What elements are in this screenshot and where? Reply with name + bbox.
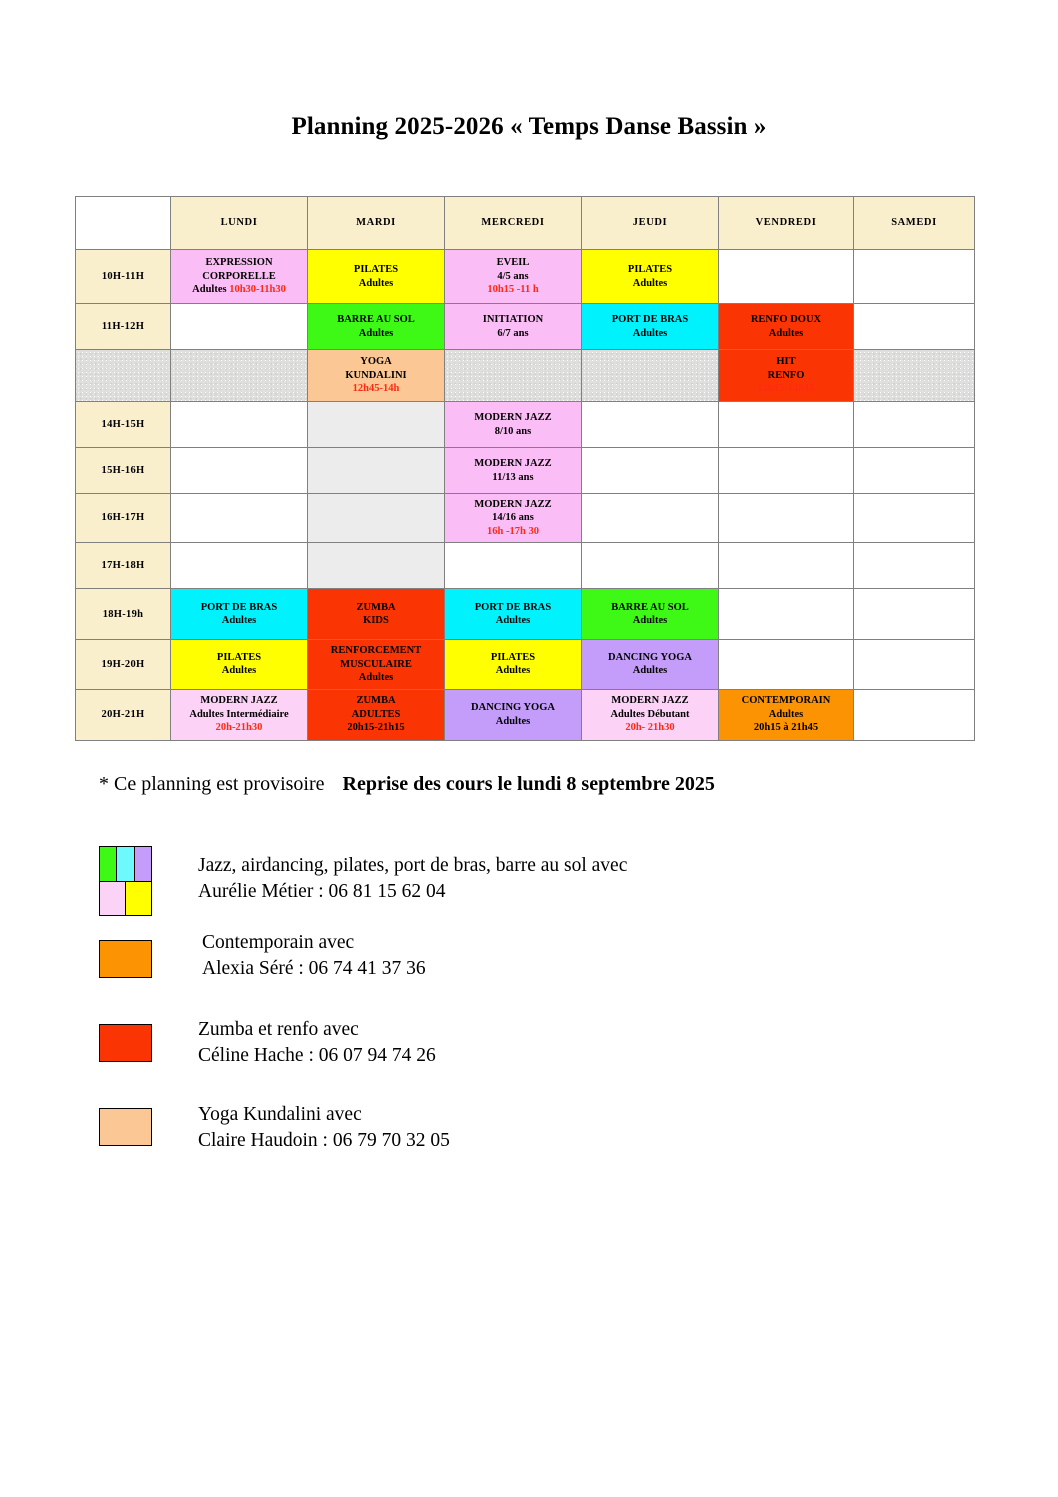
empty-cell: [582, 494, 719, 543]
legend-discipline-list: Contemporain avec: [202, 932, 355, 953]
class-name-line1: DANCING YOGA: [471, 702, 555, 714]
class-name-line2: Adultes: [495, 715, 531, 727]
legend-color-swatch-multi: [99, 846, 152, 916]
class-cell-content: [445, 453, 581, 488]
legend-swatch-chip: [117, 847, 134, 881]
class-cell[interactable]: [719, 350, 854, 402]
class-cell-content: [171, 252, 307, 300]
class-cell-content: [308, 690, 444, 738]
class-cell-content: [719, 351, 853, 399]
legend-instructor-contact: Aurélie Métier : 06 81 15 62 04: [198, 880, 446, 902]
class-cell[interactable]: [308, 689, 445, 740]
empty-cell: [445, 350, 582, 402]
class-audience-label: Adultes: [358, 672, 394, 684]
class-cell[interactable]: [308, 304, 445, 350]
empty-cell: [582, 448, 719, 494]
class-name-line2: 4/5 ans: [497, 270, 529, 282]
class-name-line1: EVEIL: [496, 257, 530, 269]
legend-entry-text: [198, 1102, 450, 1153]
header-day-samedi: SAMEDI: [854, 197, 975, 250]
class-name-line1: DANCING YOGA: [608, 652, 692, 664]
class-name-line1: RENFO DOUX: [750, 314, 822, 326]
page-title: Planning 2025-2026 « Temps Danse Bassin »: [291, 113, 767, 140]
class-name-line2: Adultes: [632, 665, 668, 677]
table-row: [76, 250, 975, 304]
class-name-line2: Adultes: [632, 327, 668, 339]
class-name-line2: Adultes: [221, 665, 257, 677]
table-row: [76, 689, 975, 740]
class-cell[interactable]: [445, 689, 582, 740]
class-cell[interactable]: [308, 350, 445, 402]
class-name-line2: KUNDALINI: [345, 369, 407, 381]
empty-cell: [171, 304, 308, 350]
header-day-vendredi: VENDREDI: [719, 197, 854, 250]
class-detail-line: [174, 721, 304, 734]
empty-cell: [582, 350, 719, 402]
class-time-range: 20h-21h30: [215, 722, 263, 734]
class-name-line1: PORT DE BRAS: [474, 601, 552, 613]
class-cell-content: [171, 597, 307, 632]
class-name-line2: Adultes: [221, 615, 257, 627]
table-row: [76, 350, 975, 402]
table-row: [76, 402, 975, 448]
empty-cell: [854, 589, 975, 640]
class-cell-content: [445, 252, 581, 300]
class-audience-label: Adultes: [192, 284, 227, 296]
class-detail-line: [722, 382, 850, 395]
table-row: [76, 640, 975, 689]
time-slot-label: 14H-15H: [76, 402, 171, 448]
notice-restart-date: Reprise des cours le lundi 8 septembre 2025: [342, 773, 715, 795]
class-name-line1: ZUMBA: [356, 695, 396, 707]
class-name-line2: RENFO: [767, 369, 805, 381]
planning-table: [75, 196, 975, 741]
legend-color-swatch: [99, 940, 152, 978]
empty-cell: [308, 448, 445, 494]
table-row: [76, 543, 975, 589]
class-name-line1: MODERN JAZZ: [474, 412, 552, 424]
empty-cell: [171, 350, 308, 402]
class-cell-content: [445, 309, 581, 344]
header-day-mercredi: MERCREDI: [445, 197, 582, 250]
class-name-line2: Adultes: [768, 327, 804, 339]
time-slot-label: [76, 350, 171, 402]
class-cell-content: [582, 259, 718, 294]
class-name-line2: 11/13 ans: [492, 471, 534, 483]
table-body: [76, 250, 975, 741]
class-time-range: 16h -17h 30: [487, 525, 539, 537]
class-name-line2: Adultes: [632, 615, 668, 627]
time-slot-label: 20H-21H: [76, 689, 171, 740]
class-cell-content: [582, 597, 718, 632]
legend-instructor-contact: Claire Haudoin : 06 79 70 32 05: [198, 1129, 450, 1151]
class-name-line1: PILATES: [353, 264, 399, 276]
class-cell-content: [582, 309, 718, 344]
class-time-range: 12h15-13h15: [757, 383, 815, 395]
class-cell[interactable]: [445, 589, 582, 640]
class-cell[interactable]: [445, 494, 582, 543]
header-day-mardi: MARDI: [308, 197, 445, 250]
class-name-line2: ADULTES: [351, 708, 401, 720]
class-cell-content: [445, 494, 581, 542]
class-cell[interactable]: [719, 304, 854, 350]
class-name-line1: MODERN JAZZ: [474, 458, 552, 470]
empty-cell: [445, 543, 582, 589]
notice-provisional: * Ce planning est provisoire: [99, 773, 325, 795]
class-audience-label: 20h15-21h15: [347, 722, 405, 734]
class-time-range: 10h30-11h30: [229, 284, 286, 296]
table-row: [76, 589, 975, 640]
empty-cell: [308, 402, 445, 448]
empty-cell: [171, 494, 308, 543]
table-row: [76, 304, 975, 350]
empty-cell: [171, 543, 308, 589]
class-cell[interactable]: [171, 589, 308, 640]
class-cell-content: [582, 690, 718, 738]
table-row: [76, 448, 975, 494]
class-cell-content: [719, 690, 853, 738]
class-name-line1: RENFORCEMENT: [330, 645, 422, 657]
class-name-line1: PILATES: [627, 264, 673, 276]
legend-swatch-row-bottom: [100, 882, 151, 916]
class-name-line2: Adultes: [768, 708, 804, 720]
class-cell[interactable]: [582, 640, 719, 689]
legend-discipline-list: Jazz, airdancing, pilates, port de bras, barre au sol avec: [198, 855, 628, 876]
empty-cell: [308, 494, 445, 543]
class-time-range: 20h- 21h30: [625, 722, 675, 734]
legend-swatch-chip: [100, 847, 117, 881]
class-cell[interactable]: [445, 250, 582, 304]
class-cell[interactable]: [582, 304, 719, 350]
class-cell-content: [445, 697, 581, 732]
class-cell[interactable]: [171, 250, 308, 304]
class-name-line1: BARRE AU SOL: [611, 601, 689, 613]
class-name-line1: MODERN JAZZ: [200, 695, 278, 707]
legend-swatch-chip: [135, 847, 151, 881]
class-name-line1: MODERN JAZZ: [474, 499, 552, 510]
class-cell[interactable]: [445, 402, 582, 448]
table-header: [76, 197, 975, 250]
class-audience-label: 20h15 à 21h45: [753, 722, 819, 734]
class-cell[interactable]: [719, 689, 854, 740]
header-day-lundi: LUNDI: [171, 197, 308, 250]
legend-color-swatch: [99, 1024, 152, 1062]
empty-cell: [854, 402, 975, 448]
class-cell-content: [308, 309, 444, 344]
class-detail-line: [311, 721, 441, 734]
class-detail-line: [311, 671, 441, 684]
planning-table-container: [75, 196, 972, 741]
empty-cell: [719, 448, 854, 494]
class-detail-line: [174, 283, 304, 296]
class-name-line2: Adultes: [358, 327, 394, 339]
class-cell[interactable]: [445, 640, 582, 689]
legend-swatch-row-top: [100, 847, 151, 882]
class-name-line1: ZUMBA: [356, 601, 396, 613]
class-name-line2: 6/7 ans: [497, 327, 529, 339]
class-detail-line: [722, 721, 850, 734]
header-day-jeudi: JEUDI: [582, 197, 719, 250]
empty-cell: [719, 494, 854, 543]
class-name-line1: BARRE AU SOL: [337, 314, 415, 326]
time-slot-label: 15H-16H: [76, 448, 171, 494]
class-name-line1: HIT: [776, 356, 796, 368]
empty-cell: [854, 304, 975, 350]
class-time-range: 10h15 -11 h: [487, 284, 539, 296]
class-name-line2: Adultes: [358, 277, 394, 289]
class-name-line2: Adultes: [632, 277, 668, 289]
notice-line: [99, 773, 715, 796]
empty-cell: [719, 402, 854, 448]
empty-cell: [308, 543, 445, 589]
class-cell[interactable]: [445, 304, 582, 350]
table-row: [76, 494, 975, 543]
class-cell[interactable]: [445, 448, 582, 494]
class-name-line1: PILATES: [490, 652, 536, 664]
legend-entry-text: [202, 930, 426, 981]
class-detail-line: [585, 721, 715, 734]
class-cell-content: [308, 597, 444, 632]
class-cell-content: [308, 259, 444, 294]
time-slot-label: 19H-20H: [76, 640, 171, 689]
class-name-line2: Adultes: [495, 615, 531, 627]
header-row: [76, 197, 975, 250]
class-name-line1: PORT DE BRAS: [200, 601, 278, 613]
time-slot-label: 10H-11H: [76, 250, 171, 304]
class-cell-content: [445, 647, 581, 682]
time-slot-label: 17H-18H: [76, 543, 171, 589]
class-name-line2: 14/16 ans: [492, 512, 534, 524]
empty-cell: [854, 250, 975, 304]
empty-cell: [854, 543, 975, 589]
class-name-line2: CORPORELLE: [202, 270, 276, 282]
empty-cell: [719, 543, 854, 589]
class-cell-content: [308, 640, 444, 688]
legend-discipline-list: Yoga Kundalini avec: [198, 1104, 362, 1125]
legend-discipline-list: Zumba et renfo avec: [198, 1019, 359, 1040]
empty-cell: [719, 250, 854, 304]
empty-cell: [854, 448, 975, 494]
empty-cell: [171, 448, 308, 494]
time-slot-label: 11H-12H: [76, 304, 171, 350]
class-detail-line: [448, 283, 578, 296]
legend-entry-text: [198, 853, 627, 904]
empty-cell: [854, 689, 975, 740]
class-cell[interactable]: [308, 589, 445, 640]
class-cell-content: [582, 647, 718, 682]
class-time-range: 12h45-14h: [352, 383, 400, 395]
class-cell-content: [445, 407, 581, 442]
legend-entry-text: [198, 1017, 436, 1068]
class-name-line2: Adultes: [495, 665, 531, 677]
legend-instructor-contact: Alexia Séré : 06 74 41 37 36: [202, 957, 426, 979]
class-name-line1: PILATES: [216, 652, 262, 664]
class-name-line2: 8/10 ans: [494, 425, 532, 437]
class-name-line1: EXPRESSION: [205, 257, 273, 269]
class-name-line2: Adultes Intermédiaire: [189, 708, 289, 720]
class-name-line1: INITIATION: [482, 314, 544, 326]
class-cell-content: [171, 647, 307, 682]
class-name-line2: Adultes Débutant: [610, 708, 690, 720]
time-slot-label: 16H-17H: [76, 494, 171, 543]
class-cell[interactable]: [171, 689, 308, 740]
class-cell[interactable]: [308, 250, 445, 304]
empty-cell: [582, 543, 719, 589]
class-cell-content: [445, 597, 581, 632]
time-slot-label: 18H-19h: [76, 589, 171, 640]
class-cell-content: [719, 309, 853, 344]
empty-cell: [854, 494, 975, 543]
class-cell[interactable]: [582, 589, 719, 640]
class-cell-content: [308, 351, 444, 399]
empty-cell: [854, 350, 975, 402]
class-cell[interactable]: [582, 689, 719, 740]
class-name-line2: KIDS: [363, 615, 389, 627]
empty-cell: [719, 640, 854, 689]
class-cell-content: [171, 690, 307, 738]
legend-swatch-chip: [100, 882, 126, 916]
empty-cell: [854, 640, 975, 689]
class-cell[interactable]: [582, 250, 719, 304]
class-detail-line: [448, 525, 578, 538]
empty-cell: [171, 402, 308, 448]
class-name-line1: YOGA: [360, 356, 392, 368]
class-name-line2: MUSCULAIRE: [340, 658, 412, 670]
class-name-line1: CONTEMPORAIN: [741, 695, 831, 707]
empty-cell: [719, 589, 854, 640]
empty-cell: [582, 402, 719, 448]
legend-swatch-chip: [126, 882, 151, 916]
class-cell[interactable]: [308, 640, 445, 689]
header-corner-cell: [76, 197, 171, 250]
class-name-line1: MODERN JAZZ: [611, 695, 689, 707]
class-cell[interactable]: [171, 640, 308, 689]
class-detail-line: [311, 382, 441, 395]
legend-color-swatch: [99, 1108, 152, 1146]
legend-instructor-contact: Céline Hache : 06 07 94 74 26: [198, 1044, 436, 1066]
class-name-line1: PORT DE BRAS: [611, 314, 689, 326]
